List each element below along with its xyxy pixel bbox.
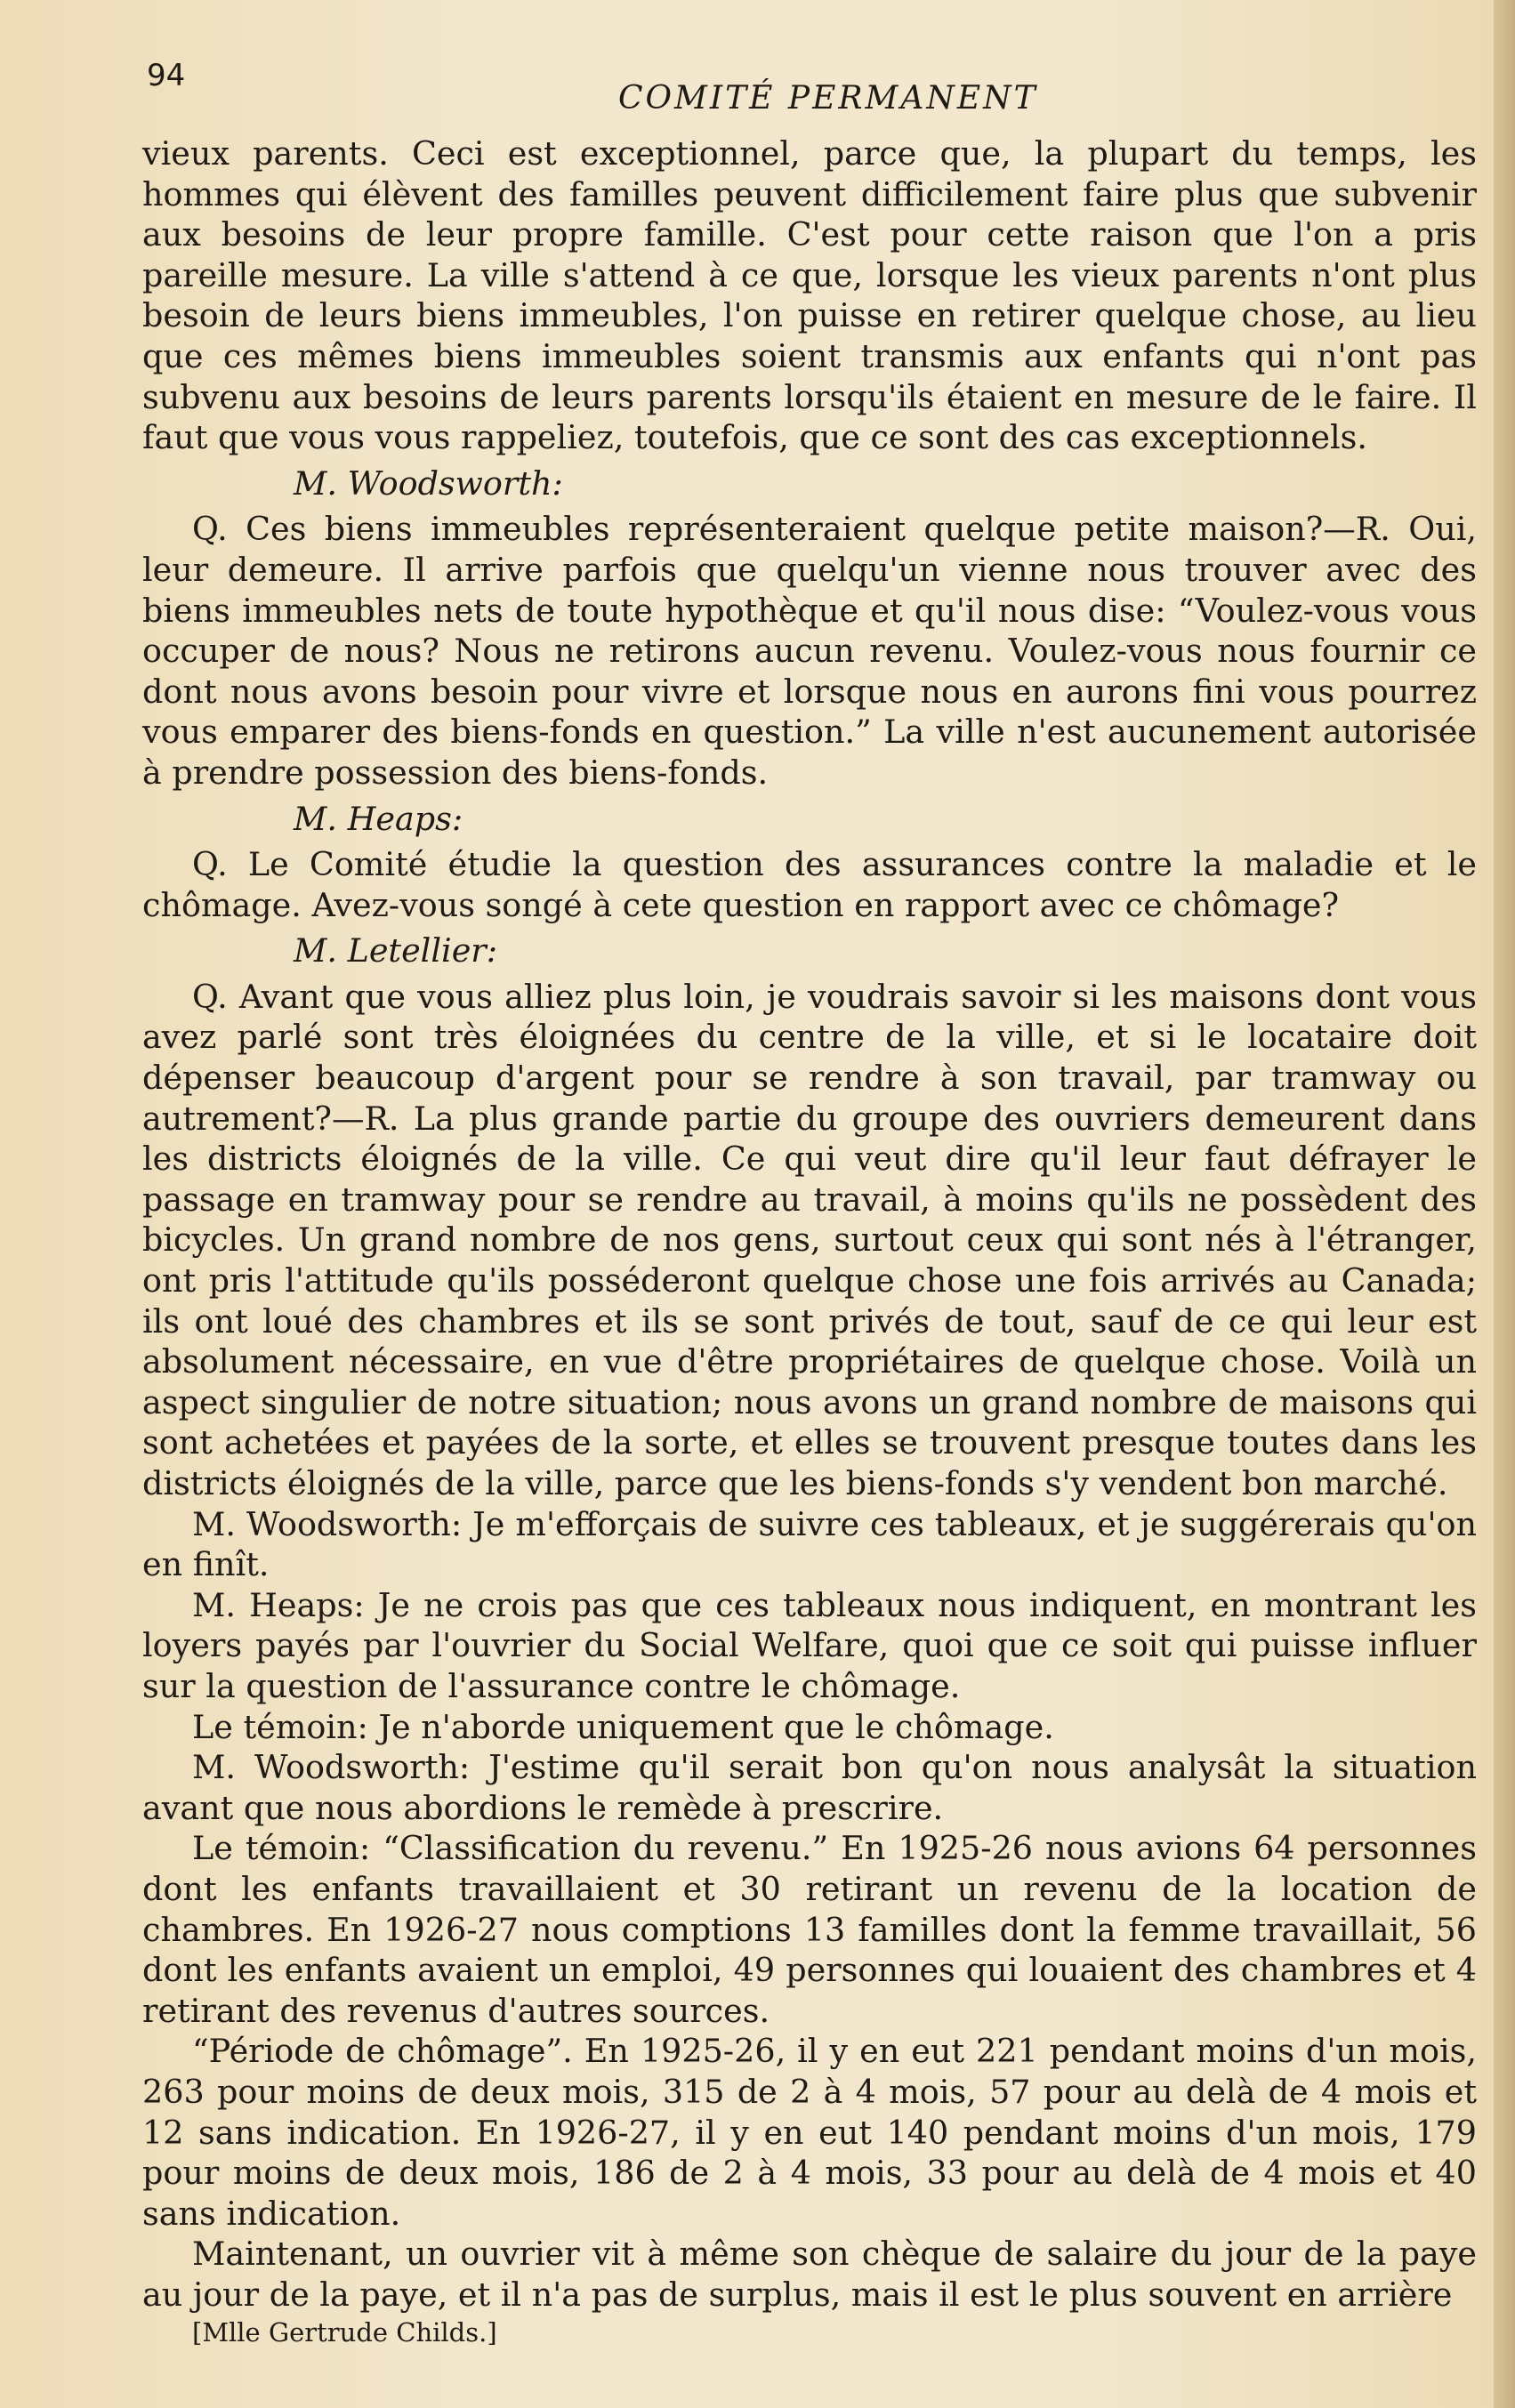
paragraph: Le témoin: “Classification du revenu.” En 1925-26 nous avions 64 personnes dont les enfants travaillaient et 30 retirant un revenu de la location de chambres. En 1926-27 nous comptions 13 familles dont la femme travaillait, 56 dont les enfants avaient un emploi, 49 personnes qui louaient des chambres et 4 retirant des revenus d'autres sources. bbox=[142, 1829, 1477, 2030]
paragraph: “Période de chômage”. En 1925-26, il y en eut 221 pendant moins d'un mois, 263 pour moins de deux mois, 315 de 2 à 4 mois, 57 pour au delà de 4 mois et 12 sans indication. En 1926-27, il y en eut 140 pendant moins d'un mois, 179 pour moins de deux mois, 186 de 2 à 4 mois, 33 pour au delà de 4 mois et 40 sans indication. bbox=[142, 2032, 1477, 2233]
paragraph: Q. Le Comité étudie la question des assurances contre la maladie et le chômage. Avez-vous songé à cete question en rapport avec ce chômage? bbox=[142, 845, 1477, 924]
paragraph: Maintenant, un ouvrier vit à même son chèque de salaire du jour de la paye au jour de la paye, et il n'a pas de surplus, mais il est le plus souvent en arrière bbox=[142, 2235, 1477, 2314]
paragraph: M. Heaps: Je ne crois pas que ces tableaux nous indiquent, en montrant les loyers payés par l'ouvrier du Social Welfare, quoi que ce soit qui puisse influer sur la question de l'assurance contre le chômage. bbox=[142, 1585, 1477, 1705]
body-text bbox=[142, 133, 1477, 2350]
paragraph: M. Woodsworth: Je m'efforçais de suivre ces tableaux, et je suggérerais qu'on en finît. bbox=[142, 1504, 1477, 1584]
paragraph: Q. Avant que vous alliez plus loin, je voudrais savoir si les maisons dont vous avez parlé sont très éloignées du centre de la ville, et si le locataire doit dépenser beaucoup d'argent pour se rendre à son travail, par tramway ou autrement?—R. La plus grande partie du groupe des ouvriers demeurent dans les districts éloignés de la ville. Ce qui veut dire qu'il leur faut défrayer le passage en tramway pour se rendre au travail, à moins qu'ils ne possèdent des bicycles. Un grand nombre de nos gens, surtout ceux qui sont nés à l'étranger, ont pris l'attitude qu'ils posséderont quelque chose une fois arrivés au Canada; ils ont loué des chambres et ils se sont privés de tout, sauf de ce qui leur est absolument nécessaire, en vue d'être propriétaires de quelque chose. Voilà un aspect singulier de notre situation; nous avons un grand nombre de maisons qui sont achetées et payées de la sorte, et elles se trouvent presque toutes dans les districts éloignés de la ville, parce que les biens-fonds s'y vendent bon marché. bbox=[142, 977, 1477, 1502]
speaker-label: M. Heaps: bbox=[294, 799, 463, 838]
paragraph: vieux parents. Ceci est exceptionnel, parce que, la plupart du temps, les hommes qui élèvent des familles peuvent difficilement faire plus que subvenir aux besoins de leur propre famille. C'est pour cette raison que l'on a pris pareille mesure. La ville s'attend à ce que, lorsque les vieux parents n'ont plus besoin de leurs biens immeubles, l'on puisse en retirer quelque chose, au lieu que ces mêmes biens immeubles soient transmis aux enfants qui n'ont pas subvenu aux besoins de leurs parents lorsqu'ils étaient en mesure de le faire. Il faut que vous vous rappeliez, toutefois, que ce sont des cas exceptionnels. bbox=[142, 134, 1477, 457]
page-header bbox=[147, 49, 1462, 129]
paragraph: Q. Ces biens immeubles représenteraient quelque petite maison?—R. Oui, leur demeure. Il arrive parfois que quelqu'un vienne nous trouver avec des biens immeubles nets de toute hypothèque et qu'il nous dise: “Voulez-vous vous occuper de nous? Nous ne retirons aucun revenu. Voulez-vous nous fournir ce dont nous avons besoin pour vivre et lorsque nous en aurons fini vous pourrez vous emparer des biens-fonds en question.” La ville n'est aucunement autorisée à prendre possession des biens-fonds. bbox=[142, 510, 1477, 792]
speaker-label: M. Letellier: bbox=[294, 931, 498, 970]
paragraph: M. Woodsworth: J'estime qu'il serait bon qu'on nous analysât la situation avant que nous abordions le remède à prescrire. bbox=[142, 1748, 1477, 1827]
witness-note: [Mlle Gertrude Childs.] bbox=[192, 2317, 497, 2348]
page-edge bbox=[1494, 0, 1515, 2408]
paragraph: Le témoin: Je n'aborde uniquement que le chômage. bbox=[192, 1707, 1054, 1746]
speaker-label: M. Woodsworth: bbox=[294, 463, 563, 503]
running-head: COMITÉ PERMANENT bbox=[618, 80, 1038, 117]
page-number: 94 bbox=[147, 58, 186, 93]
